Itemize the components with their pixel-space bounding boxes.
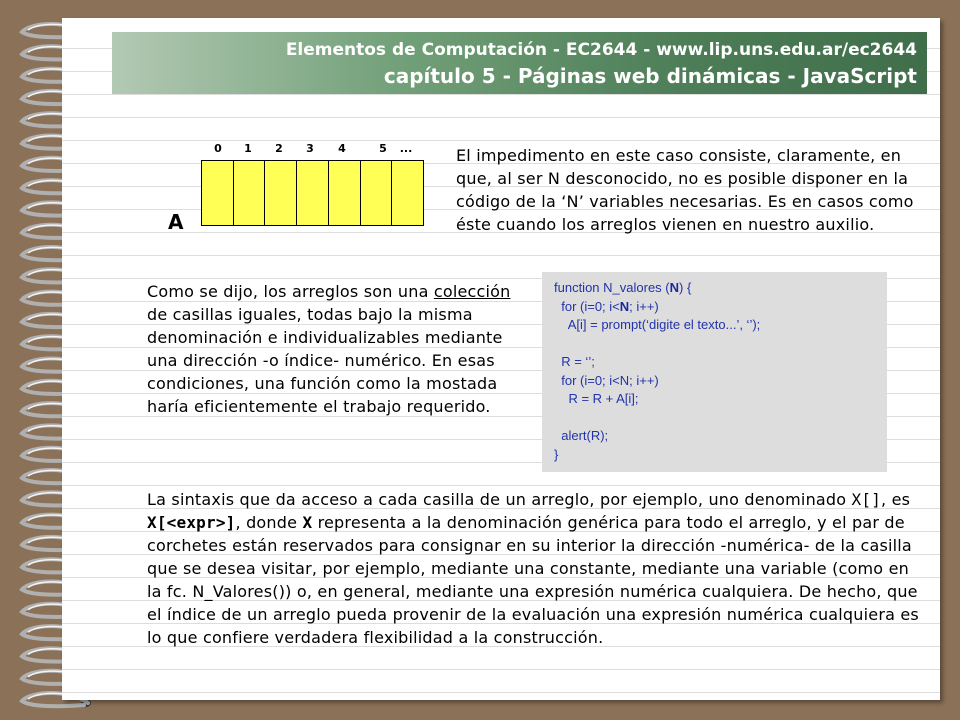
- syntax-form: X[<expr>]: [147, 513, 236, 532]
- code-text: ; i++): [629, 298, 659, 314]
- syntax-text: La sintaxis que da acceso a cada casilla de un arreglo, por ejemplo, uno denominado: [147, 490, 852, 509]
- slide-header: [112, 32, 927, 94]
- array-cell: [297, 161, 329, 225]
- code-text: for (i=0; i<: [554, 298, 620, 314]
- array-cell: [265, 161, 297, 225]
- array-cells: [201, 160, 424, 226]
- array-indices: [168, 140, 438, 160]
- array-index: 1: [244, 142, 252, 155]
- syntax-var: X: [302, 513, 313, 532]
- syntax-text: representa a la denominación genérica para todo el arreglo, y el par de corchetes están reservados para consignar en su interior la dirección -numérica- de la casilla que se desea visitar, por ejemplo, mediante una constante, mediante una variable (como en la fc. N_Valores()) o, en general, mediante una expresión numérica cualquiera. De hecho, que el índice de un arreglo pueda provenir de la evaluación una expresión numérica cualquiera es lo que confiere verdadera flexibilidad a la construcción.: [147, 513, 919, 647]
- syntax-text: , donde: [235, 513, 303, 532]
- code-text: function N_valores (: [554, 280, 670, 295]
- array-cell: [329, 161, 361, 225]
- array-label: A: [168, 210, 184, 234]
- paragraph-impediment: El impedimento en este caso consiste, claramente, en que, al ser N desconocido, no es posible disponer en la código de la ‘N’ variables necesarias. Es en casos como éste cuando los arreglos vienen en nuestro auxilio.: [456, 146, 914, 234]
- array-index: 3: [306, 142, 314, 155]
- array-index: ...: [399, 142, 413, 155]
- code-keyword: N: [669, 280, 680, 295]
- paragraph-arrays-text: de casillas iguales, todas bajo la misma denominación e individualizables mediante una dirección -o índice- numérico. En esas condiciones, una función como la mostada haría eficientemente el trabajo requerido.: [147, 305, 503, 416]
- syntax-example: X[]: [851, 490, 882, 509]
- array-cell: [392, 161, 423, 225]
- array-index: 0: [214, 142, 222, 155]
- code-line: [554, 335, 887, 354]
- array-index: 2: [275, 142, 283, 155]
- code-line: R = ‘’;: [554, 354, 595, 369]
- array-diagram: [168, 140, 438, 240]
- code-line: }: [554, 446, 559, 462]
- course-title: Elementos de Computación - EC2644 - www.lip.uns.edu.ar/ec2644: [285, 40, 917, 60]
- code-block: [542, 272, 887, 472]
- code-line: [554, 279, 887, 298]
- code-keyword: N: [619, 298, 630, 314]
- code-line: R = R + A[i];: [554, 391, 639, 406]
- code-text: ) {: [679, 280, 692, 295]
- underlined-term: colección: [433, 282, 511, 301]
- code-line: alert(R);: [554, 428, 609, 443]
- array-index: 5: [379, 142, 387, 155]
- paragraph-arrays-text: Como se dijo, los arreglos son una: [147, 282, 434, 301]
- paragraph-syntax: [147, 488, 927, 649]
- code-line: [554, 298, 887, 317]
- array-cell: [234, 161, 266, 225]
- array-index: 4: [338, 142, 346, 155]
- syntax-text: , es: [881, 490, 911, 509]
- code-line: [554, 409, 887, 428]
- chapter-title: capítulo 5 - Páginas web dinámicas - JavaScript: [383, 64, 917, 88]
- array-cell: [361, 161, 393, 225]
- paragraph-arrays: [147, 280, 517, 418]
- code-line: A[i] = prompt(‘digite el texto...’, ‘’);: [554, 317, 761, 332]
- code-line: for (i=0; i<N; i++): [554, 372, 659, 388]
- array-cell: [202, 161, 234, 225]
